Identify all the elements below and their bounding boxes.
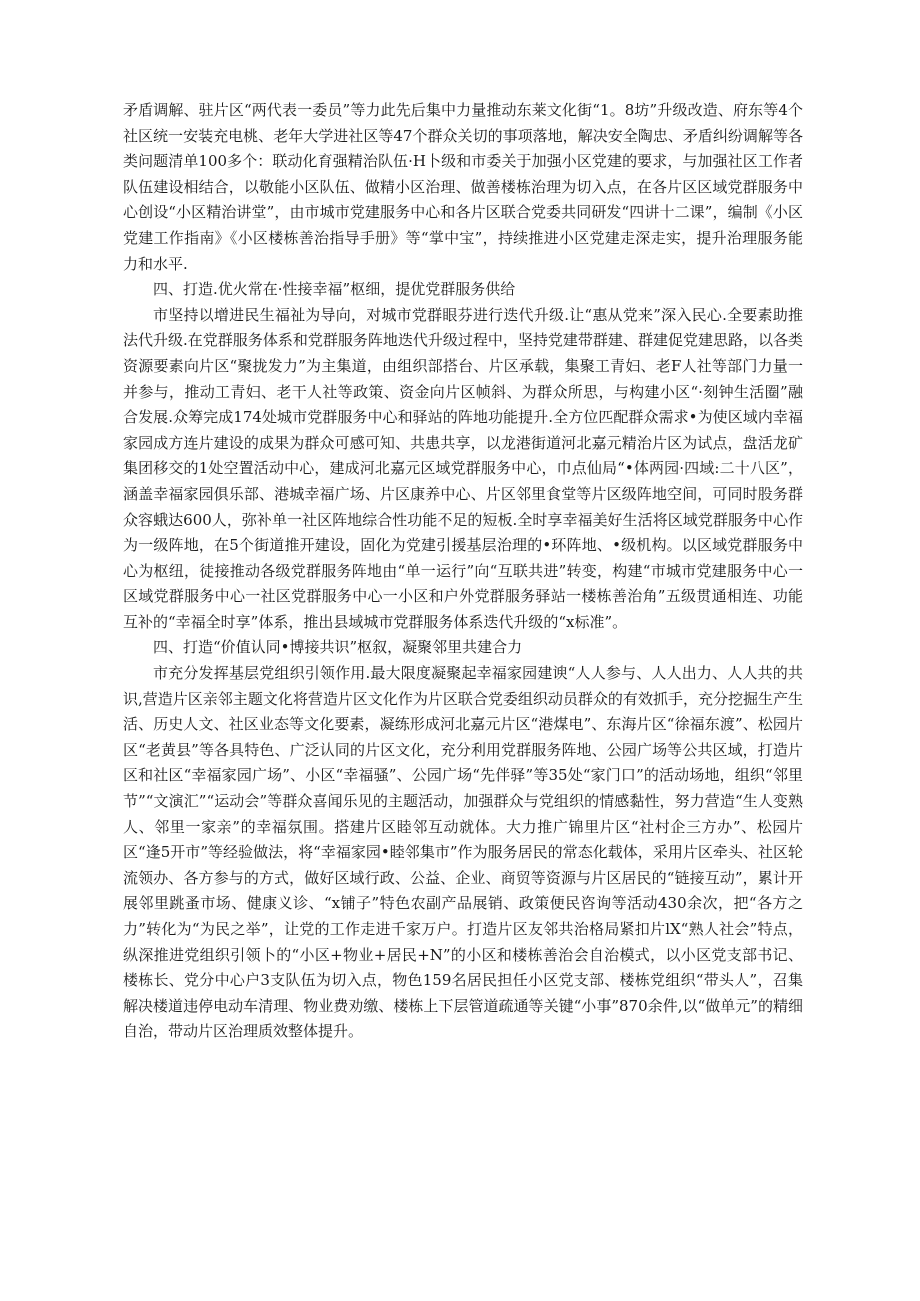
- paragraph-2: 市坚持以增进民生福祉为导向，对城市党群眼芬进行迭代升级.让“惠从党来”深入民心.全要素助推法代升级.在党群服务体系和党群服务阵地迭代升级过程中，坚持党建带群建、群建促党建思路，以各类资源要素向片区“聚拢发力”为主集道，由组织部搭台、片区承载，集聚工青妇、老F人社等部门力量一并参与，推动工青妇、老干人社等政策、资金向片区帧斜、为群众所思，与构建小区“·刻钟生活圈”融合发展.众筹完成174处城市党群服务中心和驿站的阵地功能提升.全方位匹配群众需求•为使区域内幸福家园成方连片建设的成果为群众可感可知、共患共享，以龙港街道河北嘉元精治片区为试点，盘活龙矿集团移交的1处空置活动中心，建成河北嘉元区域党群服务中心，巾点仙局“•体两园·四域:二十八区”，涵盖幸福家园俱乐部、港城幸福广场、片区康养中心、片区邻里食堂等片区级阵地空间，可同时股务群众容蛾达600人，弥补单一社区阵地综合性功能不足的短板.全时享幸福美好生活将区域党群服务中心作为一级阵地，在5个街道推开建设，固化为党建引援基层治理的•环阵地、•级机构。以区域党群服务中心为枢纽，徒接推动各级党群服务阵地由“单一运行”向“互联共进”转变，构建“市城市党建服务中心一区域党群服务中心一社区党群服务中心一小区和户外党群服务驿站一楼栋善治角”五级贯通相连、功能互补的“幸福全时享”体系，推出县域城市党群服务体系迭代升级的“x标准”。: [123, 305, 803, 631]
- document-body: [123, 98, 803, 1045]
- paragraph-1: 矛盾调解、驻片区“两代表一委员”等力此先后集中力量推动东莱文化街“1。8坊”升级改造、府东等4个社区统一安装充电桃、老年大学进社区等47个群众关切的事项落地，解决安全陶忠、矛盾纠纷调解等各类问题清单100多个：联动化育强精治队伍·H卜级和市委关于加强小区党建的要求，与加强社区工作者队伍建设相结合，以敬能小区队伍、做精小区治理、做善楼栋治理为切入点，在各片区区域党群服务中心创设“小区精治讲堂”，由市城市党建服务中心和各片区联合党委共同研发“四讲十二课”，编制《小区党建工作指南》《小区楼栋善治指导手册》等“掌中宝”，持续推进小区党建走深走实，提升治理服务能力和水平.: [123, 101, 803, 273]
- section-heading-1: 四、打造.优火常在·性接幸福”枢细，提优党群服务供给: [153, 280, 516, 299]
- paragraph-3: 市充分发挥基层党组织引领作用.最大限度凝聚起幸福家园建谀“人人参与、人人出力、人人共的共识,营造片区亲邻主题文化将营造片区文化作为片区联合党委组织动员群众的有效抓手，充分挖掘生产生活、历史人文、社区业态等文化要素，凝练形成河北嘉元片区“港煤电”、东海片区“徐福东渡”、松园片区“老黄县”等各具特色、广泛认同的片区文化，充分利用党群服务阵地、公园广场等公共区域，打造片区和社区“幸福家园广场”、小区“幸福骚”、公园广场“先伴驿”等35处“家门口”的活动场地，组织“邻里节”“文演汇”“运动会”等群众喜闻乐见的主题活动，加强群众与党组织的情感黏性，努力营造“生人变熟人、邻里一家亲”的幸福氛围。搭建片区睦邻互动就体。大力推广锦里片区“社村企三方办”、松园片区“逢5开市”等经验做法，将“幸福家园•睦邻集市”作为服务居民的常态化载体，采用片区牵头、社区轮流领办、各方参与的方式，做好区域行政、公益、企业、商贸等资源与片区居民的“链接互动”，累计开展邻里跳蚤市场、健康义诊、“x铺子”特色农副产品展销、政策便民咨询等活动430余次，把“各方之力”转化为“为民之举”，让党的工作走进千家万户。打造片区友邻共治格局紧扣片lX“熟人社会”特点，纵深推进党组织引领卜的“小区+物业+居民+N”的小区和楼栋善治会自治模式，以小区党支部书记、楼栋长、党分中心户3支队伍为切入点，物色159名居民担任小区党支部、楼栋党组织“带头人”，召集解决楼道违停电动车清理、物业费劝缴、楼栋上下层管道疏通等关键“小事”870余件,以“做单元”的精细自治，带动片区治理质效整体提升。: [123, 664, 803, 1041]
- section-heading-2: 四、打造“价值认同•博接共识”枢叙，凝聚邻里共建合力: [153, 638, 523, 657]
